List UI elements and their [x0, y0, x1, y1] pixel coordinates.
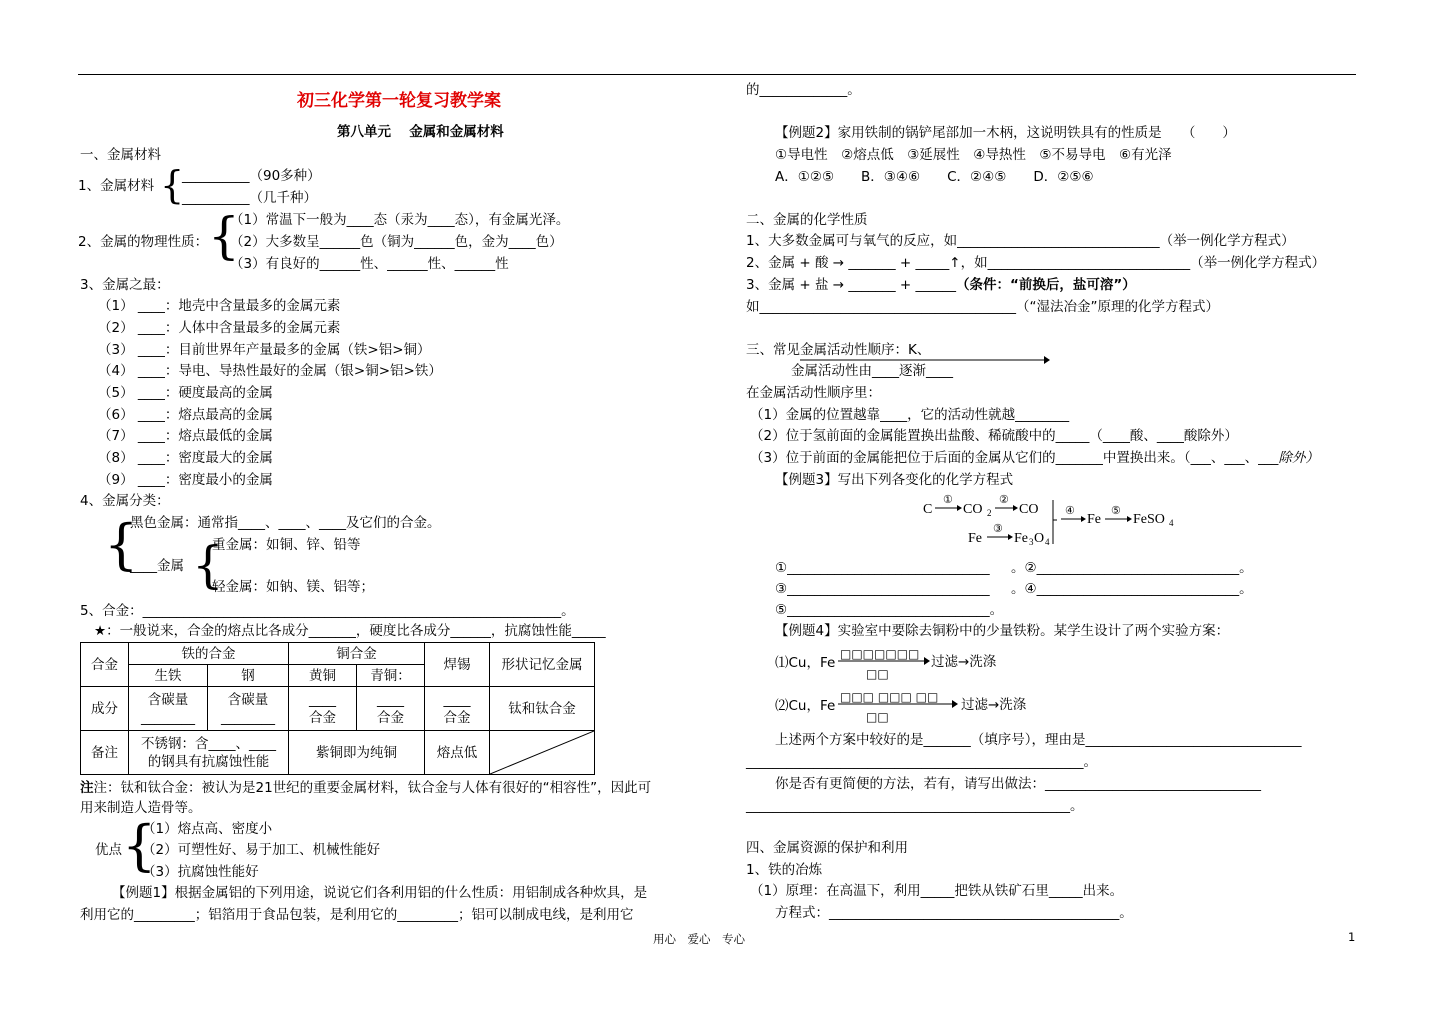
smelting-principle: （1）原理：在高温下，利用_____把铁从铁矿石里_____出来。	[750, 883, 1124, 899]
cell-line: ____	[443, 691, 471, 708]
oxygen-reaction: 1、大多数金属可与氧气的反应，如______________________________（举一例化学方程式）	[746, 233, 1295, 249]
table-cell: 钛和钛合金	[490, 687, 595, 731]
example-3: 【例题3】写出下列各变化的化学方程式	[775, 472, 1014, 488]
section-2-heading: 二、金属的化学性质	[746, 212, 868, 228]
record-item: （1） ____：地壳中含量最多的金属元素	[98, 298, 341, 314]
footer-text: 用心 爱心 专心	[653, 932, 745, 946]
step-5-label: ⑤	[1111, 505, 1121, 517]
advantage-item: （3）抗腐蚀性能好	[142, 864, 259, 880]
example-2: 【例题2】家用铁制的锅铲尾部加一木柄，这说明铁具有的性质是 （ ）	[775, 125, 1236, 141]
plan-1-reagent: □□□□□□□	[840, 647, 920, 661]
scheme-fe3o4: Fe	[1014, 531, 1028, 546]
advantages-label: 优点	[95, 842, 122, 858]
brace: {	[122, 814, 157, 877]
metal-records-heading: 3、金属之最：	[80, 277, 170, 293]
scheme-fe: Fe	[1087, 512, 1101, 527]
activity-trend: 金属活动性由____逐渐____	[791, 363, 953, 379]
smelting-equation: 方程式：___________________________________________。	[775, 905, 1133, 921]
table-header: 铁的合金	[129, 643, 289, 665]
table-cell: 熔点低	[425, 731, 490, 775]
note-text: 注：钛和钛合金：被认为是21世纪的重要金属材料，钛合金与人体有很好的“相容性”，因此可	[93, 780, 652, 796]
table-cell-empty	[490, 731, 595, 775]
ferrous-metals: 黑色金属：通常指____、____、____及它们的合金。	[130, 515, 441, 531]
cell-line: 的钢具有抗腐蚀性能	[147, 753, 270, 770]
section-3-heading: 三、常见金属活动性顺序：K、	[746, 342, 931, 358]
plan-2-reagent: □□□ □□□ □□	[840, 690, 939, 704]
table-cell	[208, 687, 289, 731]
titanium-note-line1: 注注：钛和钛合金：被认为是21世纪的重要金属材料，钛合金与人体有很好的“相容性”，因此可	[80, 780, 652, 796]
table-row-label: 成分	[81, 687, 129, 731]
scheme-feso4: FeSO	[1133, 512, 1165, 527]
metal-classification-heading: 4、金属分类：	[80, 493, 170, 509]
scheme-fe-start: Fe	[968, 531, 982, 546]
plan-2-condition: □□	[866, 710, 889, 724]
step-1-label: ①	[943, 494, 953, 506]
record-item: （5） ____：硬度最高的金属	[98, 385, 273, 401]
advantage-item: （2）可塑性好、易于加工、机械性能好	[142, 842, 381, 858]
cell-line: 不锈钢：含____、____	[141, 735, 276, 752]
cell-line: 含碳量	[227, 691, 269, 708]
cell-line: 合金	[309, 709, 336, 726]
record-item: （8） ____：密度最大的金属	[98, 450, 273, 466]
equation-4: 。④______________________________。	[1011, 581, 1253, 597]
record-item: （2） ____：人体中含量最多的金属元素	[98, 320, 341, 336]
plan-2-prefix: ⑵Cu，Fe	[775, 698, 836, 714]
table-cell: 紫铜即为纯铜	[289, 731, 425, 775]
physical-property-3: （3）有良好的______性、______性、______性	[230, 256, 509, 272]
simpler-method-question: 你是否有更简便的方法，若有，请写出做法：________________________________	[775, 776, 1261, 792]
plan-1-steps: 过滤→洗涤	[931, 654, 997, 670]
continued-line: 的_____________。	[746, 82, 861, 98]
table-header: 青铜：	[357, 665, 425, 687]
rule-3-text: （3）位于前面的金属能把位于后面的金属从它们的_______中置换出来。（___、___、___	[750, 450, 1279, 466]
activity-rule-2: （2）位于氢前面的金属能置换出盐酸、稀硫酸中的_____（____酸、____酸除外）	[750, 428, 1238, 444]
equation-1: ①______________________________	[775, 560, 990, 576]
salt-condition: （条件：“前换后，盐可溶”）	[956, 277, 1136, 293]
table-row-label: 备注	[81, 731, 129, 775]
record-item: （3） ____：目前世界年产量最多的金属（铁>铝>铜）	[98, 342, 431, 358]
record-item: （6） ____：熔点最高的金属	[98, 407, 273, 423]
simpler-method-answer: ________________________________________________。	[746, 798, 1084, 814]
physical-property-2: （2）大多数呈______色（铜为______色，金为____色）	[230, 234, 563, 250]
table-header: 合金	[81, 643, 129, 687]
scheme-co2-sub: 2	[987, 508, 992, 518]
salt-reaction-text: 3、金属 + 盐 → _______ + ______	[746, 277, 957, 293]
step-3-label: ③	[993, 523, 1003, 535]
cell-line: 含碳量	[147, 691, 189, 708]
scheme-fe3o4-sub2: 4	[1045, 537, 1050, 547]
table-cell	[289, 687, 357, 731]
brace: {	[104, 513, 139, 576]
physical-property-1: （1）常温下一般为____态（汞为____态），有金属光泽。	[230, 212, 570, 228]
scheme-c: C	[923, 502, 933, 517]
table-cell	[425, 687, 490, 731]
table-cell	[129, 687, 208, 731]
table-header: 钢	[208, 665, 289, 687]
table-header: 黄铜	[289, 665, 357, 687]
plan-1-condition: □□	[866, 667, 889, 681]
brace: {	[160, 163, 185, 207]
page-number: 1	[1348, 930, 1356, 944]
example-2-choices: A．①②⑤ B．③④⑥ C．②④⑤ D．②⑤⑥	[775, 169, 1094, 185]
table-header: 生铁	[129, 665, 208, 687]
equation-5-end: 。	[989, 602, 1004, 618]
example-1-line2: 利用它的_________；铝箔用于食品包装，是利用它的_________；铝可以制成电线，是利用它	[80, 907, 634, 923]
alloy-note-star: ★：一般说来，合金的熔点比各成分_______，硬度比各成分______，抗腐蚀性能_____	[94, 623, 606, 639]
table-cell	[129, 731, 289, 775]
table-header: 铜合金	[289, 643, 425, 665]
record-item: （7） ____：熔点最低的金属	[98, 428, 273, 444]
equation-2: 。②______________________________。	[1011, 560, 1253, 576]
cell-line: ____	[377, 691, 404, 708]
cell-line: ____	[309, 691, 336, 708]
rule-3-except: 除外）	[1278, 450, 1319, 466]
equation-5-blank: ⑤______________________________	[775, 602, 990, 618]
physical-properties-label: 2、金属的物理性质：	[78, 234, 209, 250]
wet-metallurgy: 如______________________________________（“湿法冶金”原理的化学方程式）	[746, 299, 1219, 315]
acid-reaction: 2、金属 + 酸 → _______ + _____↑，如______________________________（举一例化学方程式）	[746, 255, 1326, 271]
equation-3: ③______________________________	[775, 581, 990, 597]
scheme-co2: CO	[963, 502, 983, 517]
better-plan-reason: __________________________________________________。	[746, 754, 1097, 770]
scheme-fe3o4-sub1: 3	[1029, 537, 1034, 547]
scheme-feso4-sub: 4	[1169, 518, 1174, 528]
section-4-heading: 四、金属资源的保护和利用	[746, 840, 908, 856]
nonferrous-metals: ____金属	[130, 558, 184, 574]
scheme-fe3o4-o: O	[1034, 531, 1045, 546]
diagonal-line	[490, 731, 594, 775]
unit-subtitle: 第八单元 金属和金属材料	[337, 124, 504, 140]
record-item: （9） ____：密度最小的金属	[98, 472, 273, 488]
activity-intro: 在金属活动性顺序里：	[746, 385, 881, 401]
reaction-scheme	[915, 492, 1180, 552]
heavy-metals: 重金属：如铜、锌、铅等	[212, 537, 361, 553]
header-rule	[78, 74, 1356, 75]
example-4: 【例题4】实验室中要除去铜粉中的少量铁粉。某学生设计了两个实验方案：	[775, 623, 1230, 639]
plan-2-arrow	[838, 699, 958, 709]
alloys-line: __________（几千种）	[182, 190, 317, 206]
step-2-label: ②	[999, 494, 1009, 506]
metal-materials-label: 1、金属材料	[78, 178, 155, 194]
activity-rule-1: （1）金属的位置越靠____，它的活动性就越________	[750, 407, 1070, 423]
cell-line: 合金	[443, 709, 471, 726]
section-1-heading: 一、金属材料	[80, 147, 161, 163]
brace: {	[192, 536, 224, 594]
pure-metals-line: __________（90多种）	[182, 168, 321, 184]
table-header: 焊锡	[425, 643, 490, 687]
salt-reaction	[746, 276, 1136, 294]
better-plan-question: 上述两个方案中较好的是_______（填序号），理由是________________________________	[775, 732, 1302, 748]
alloy-table	[80, 642, 595, 775]
plan-1-arrow	[838, 656, 930, 666]
light-metals: 轻金属：如钠、镁、铝等；	[212, 579, 374, 595]
alloy-definition: 5、合金：______________________________________________________________。	[80, 603, 575, 619]
advantage-item: （1）熔点高、密度小	[142, 821, 273, 837]
brace: {	[208, 207, 240, 265]
plan-2-steps: 过滤→洗涤	[961, 697, 1027, 713]
cell-line: 合金	[377, 709, 404, 726]
table-cell	[357, 687, 425, 731]
table-header: 形状记忆金属	[490, 643, 595, 687]
scheme-co: CO	[1019, 502, 1039, 517]
activity-rule-3	[750, 449, 1319, 467]
step-4-label: ④	[1065, 505, 1075, 517]
example-2-options: ①导电性 ②熔点低 ③延展性 ④导热性 ⑤不易导电 ⑥有光泽	[775, 147, 1172, 163]
plan-1-prefix: ⑴Cu，Fe	[775, 655, 836, 671]
cell-line: ________	[141, 709, 195, 726]
page-title: 初三化学第一轮复习教学案	[297, 91, 501, 111]
example-1-line1: 【例题1】根据金属铝的下列用途，说说它们各利用铝的什么性质：用铝制成各种炊具，是	[112, 885, 648, 901]
equation-5	[775, 601, 1003, 619]
iron-smelting-heading: 1、铁的冶炼	[746, 862, 823, 878]
cell-line: ________	[221, 709, 275, 726]
record-item: （4） ____：导电、导热性最好的金属（银>铜>铝>铁）	[98, 363, 442, 379]
titanium-note-line2: 用来制造人造骨等。	[80, 800, 202, 816]
